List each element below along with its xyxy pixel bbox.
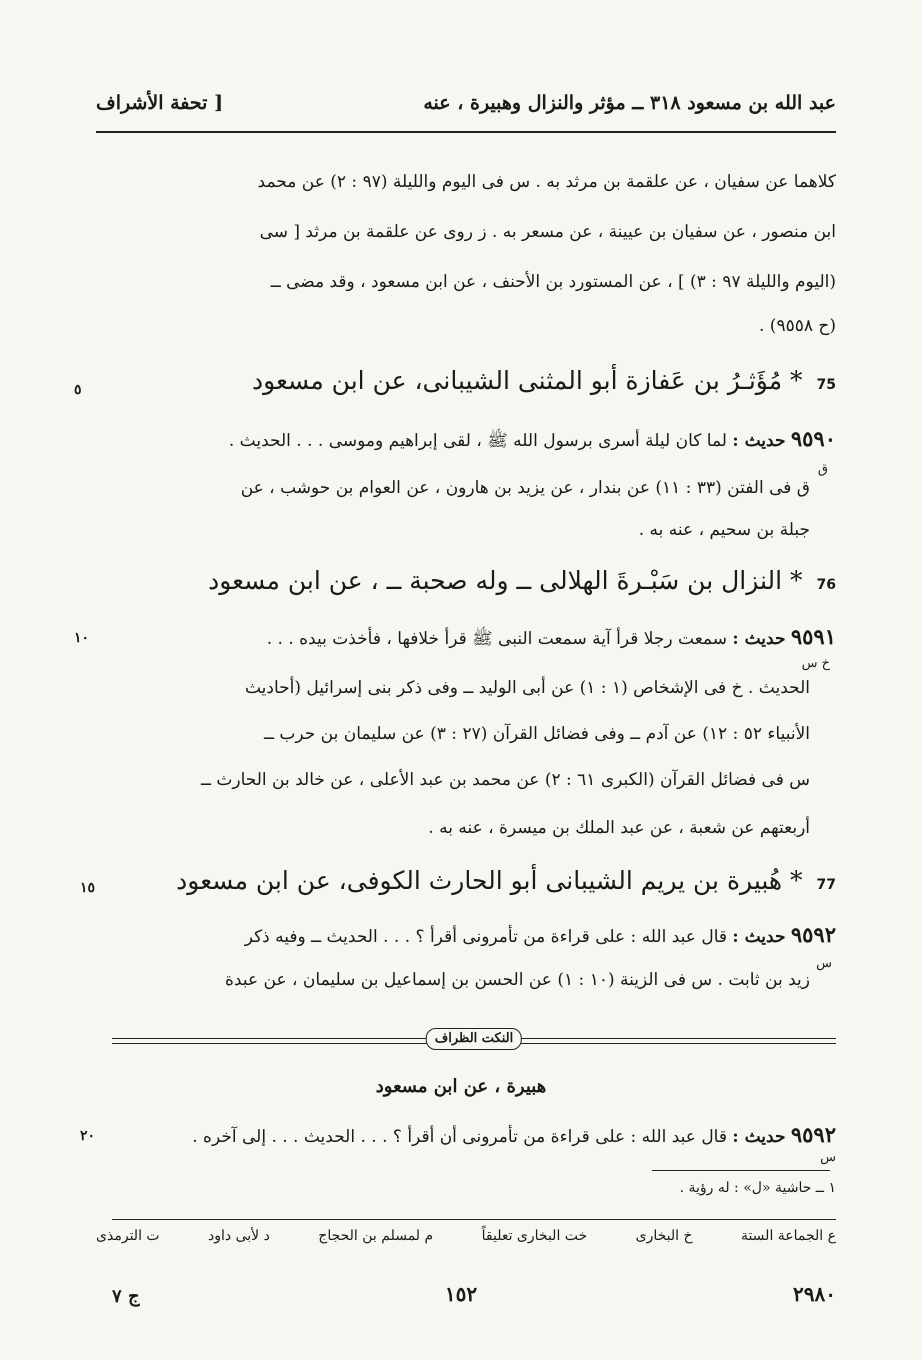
text-line: ابن منصور ، عن سفيان بن عيينة ، عن مسعر به . ز روى عن علقمة بن مرثد [ سى — [259, 222, 836, 242]
text-line: أربعتهم عن شعبة ، عن عبد الملك بن ميسرة ، عنه به . — [428, 818, 810, 838]
hadith-number: ٩٥٩١ — [790, 624, 836, 649]
text-line: زيد بن ثابت . س فى الزينة (١٠ : ١) عن الحسن بن إسماعيل بن سليمان ، عن عبدة — [225, 970, 810, 990]
text-line: ق فى الفتن (٣٣ : ١١) عن بندار ، عن يزيد بن هارون ، عن العوام بن حوشب ، عن — [240, 478, 810, 498]
text-line: جبلة بن سحيم ، عنه به . — [638, 520, 810, 540]
header-rule — [96, 131, 836, 133]
hadith-line — [96, 922, 836, 947]
header-title: عبد الله بن مسعود ٣١٨ ــ مؤثر والنزال وهبيرة ، عنه — [423, 92, 836, 114]
hadith-label: حديث : — [732, 927, 786, 947]
entry-number: 77 — [816, 877, 836, 893]
text-line: (ح ٩٥٥٨) . — [759, 316, 836, 336]
legend-item: خ البخارى — [635, 1228, 693, 1244]
volume-number: ج ٧ — [112, 1286, 140, 1307]
hadith-line — [96, 624, 836, 653]
hadith-text: قال عبد الله : على قراءة من تأمرونى أن أقرأ ؟ . . . الحديث . . . إلى آخره . — [192, 1127, 727, 1147]
legend-item: م لمسلم بن الحجاج — [318, 1228, 434, 1244]
hadith-label: حديث : — [732, 629, 786, 649]
margin-line-number: ١٠ — [74, 630, 90, 646]
text-line: الأنبياء ٥٢ : ١٢) عن آدم ــ وفى فضائل القرآن (٢٧ : ٣) عن سليمان بن حرب ــ — [263, 724, 810, 744]
entry-heading-text: * هُبيرة بن يريم الشيبانى أبو الحارث الكوفى، عن ابن مسعود — [176, 866, 803, 895]
hadith-number: ٩٥٩٢ — [790, 922, 836, 947]
text-line: كلاهما عن سفيان ، عن علقمة بن مرثد به . س فى اليوم والليلة (٩٧ : ٢) عن محمد — [257, 172, 836, 192]
section-divider — [112, 1031, 836, 1048]
entry-heading — [116, 366, 836, 395]
running-header — [96, 86, 836, 126]
hadith-label: حديث : — [732, 431, 786, 451]
legend-item: ع الجماعة الستة — [740, 1228, 836, 1244]
serial-number: ٢٩٨٠ — [793, 1282, 836, 1306]
hadith-label: حديث : — [732, 1127, 786, 1147]
entry-number: 75 — [816, 377, 836, 393]
text-line: الحديث . خ فى الإشخاص (١ : ١) عن أبى الوليد ــ وفى ذكر بنى إسرائيل (أحاديث — [244, 678, 810, 698]
margin-siglum: خ س — [801, 656, 830, 671]
hadith-line — [96, 426, 836, 455]
divider-label: النكت الظراف — [426, 1028, 522, 1050]
entry-heading — [116, 566, 836, 595]
margin-line-number: ١٥ — [80, 880, 96, 896]
hadith-text: سمعت رجلا قرأ آية سمعت النبى ﷺ قرأ خلافها ، فأخذت بيده . . . — [266, 629, 727, 649]
margin-siglum: س — [820, 1150, 836, 1165]
footnote: ١ ــ حاشية «ل» : له رؤية . — [679, 1180, 836, 1196]
footnote-rule — [652, 1170, 830, 1171]
sigla-legend — [96, 1228, 836, 1244]
legend-item: ت الترمذى — [96, 1228, 160, 1244]
entry-number: 76 — [816, 577, 836, 593]
hadith-number: ٩٥٩٢ — [790, 1122, 836, 1147]
legend-item: خت البخارى تعليقاً — [481, 1228, 588, 1244]
hadith-line — [96, 1122, 836, 1147]
margin-siglum: س — [816, 956, 832, 971]
margin-line-number: ٥ — [74, 382, 82, 398]
header-book-title: [ تحفة الأشراف — [96, 92, 224, 114]
page-number: ١٥٢ — [444, 1282, 478, 1306]
entry-heading-text: * مُؤَثـرُ بن عَفازة أبو المثنى الشيبانى، عن ابن مسعود — [251, 366, 803, 395]
hadith-text: لما كان ليلة أسرى برسول الله ﷺ ، لقى إبراهيم وموسى . . . الحديث . — [228, 431, 727, 451]
margin-siglum: ق — [817, 462, 828, 477]
legend-rule — [112, 1219, 836, 1220]
legend-item: د لأبى داود — [208, 1228, 270, 1244]
margin-line-number: ٢٠ — [80, 1128, 96, 1144]
hadith-number: ٩٥٩٠ — [790, 426, 836, 451]
entry-heading — [116, 866, 836, 895]
text-line: س فى فضائل القرآن (الكبرى ٦١ : ٢) عن محمد بن عبد الأعلى ، عن خالد بن الحارث ــ — [201, 770, 810, 790]
atraf-heading: هبيرة ، عن ابن مسعود — [375, 1076, 547, 1097]
hadith-text: قال عبد الله : على قراءة من تأمرونى أقرأ ؟ . . . الحديث ــ وفيه ذكر — [244, 927, 727, 947]
entry-heading-text: * النزال بن سَبْـرةَ الهلالى ــ وله صحبة ــ ، عن ابن مسعود — [208, 566, 803, 595]
text-line: (اليوم والليلة ٩٧ : ٣) ] ، عن المستورد بن الأحنف ، عن ابن مسعود ، وقد مضى ــ — [270, 272, 836, 292]
